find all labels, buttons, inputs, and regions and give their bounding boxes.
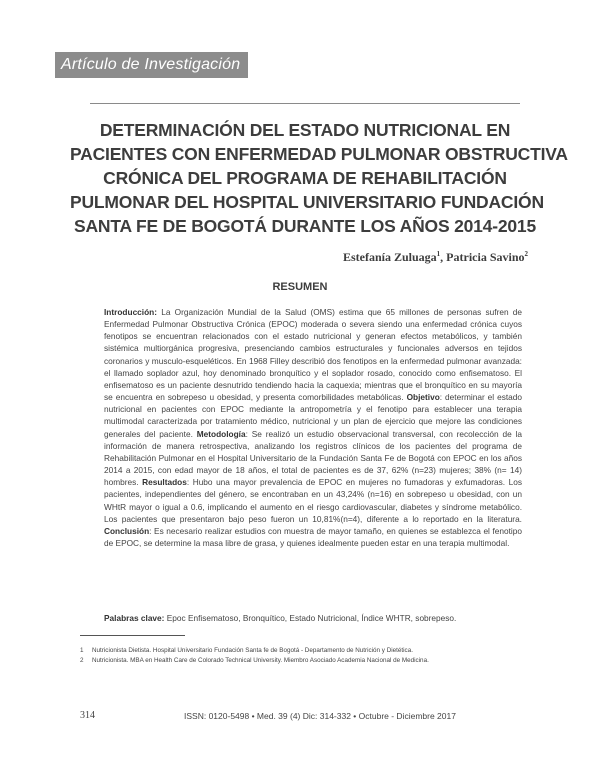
abstract-label-results: Resultados bbox=[142, 477, 187, 488]
abstract-text-results: : Hubo una mayor prevalencia de EPOC en mujeres no fumadoras y exfumadoras. Los pacientes, independientes del género, se encontraban en un 43,24% (n=16) en sobrepeso u obesidad, con un WHtR mayor o igual a 0.6, implicando el aumento en el riesgo cardiovascular, diabetes y síndrome metabólico. Los pacientes que presentaron bajo peso fueron un 10,81%(n=4), diferente a lo reportado en la literatura. bbox=[104, 477, 522, 524]
abstract-label-introduction: Introducción: bbox=[104, 307, 158, 317]
footnote bbox=[80, 646, 530, 656]
footnote-number: 1 bbox=[80, 647, 84, 654]
abstract-body bbox=[104, 306, 522, 549]
title-line: SANTA FE DE BOGOTÁ DURANTE LOS AÑOS 2014-2015 bbox=[74, 216, 536, 236]
top-rule bbox=[90, 103, 520, 104]
title-line: PULMONAR DEL HOSPITAL UNIVERSITARIO FUNDACIÓN bbox=[70, 192, 544, 212]
footnote bbox=[80, 656, 530, 666]
footnote-rule bbox=[80, 635, 185, 636]
title-line: DETERMINACIÓN DEL ESTADO NUTRICIONAL EN bbox=[99, 120, 511, 140]
footnotes bbox=[80, 646, 530, 665]
title-line: PACIENTES CON ENFERMEDAD PULMONAR OBSTRUCTIVA bbox=[70, 144, 568, 164]
keywords-text: Epoc Enfisematoso, Bronquítico, Estado Nutricional, Índice WHTR, sobrepeso. bbox=[164, 613, 457, 623]
keywords bbox=[104, 612, 522, 624]
author-name: Estefanía Zuluaga bbox=[342, 250, 437, 264]
abstract-label-method: Metodología bbox=[196, 428, 246, 439]
title-line: CRÓNICA DEL PROGRAMA DE REHABILITACIÓN bbox=[103, 168, 507, 188]
article-title bbox=[70, 118, 568, 238]
footnote-text: Nutricionista. MBA en Health Care de Colorado Technical University. Miembro Asociado Academia Nacional de Medicina. bbox=[92, 656, 429, 664]
abstract-text-method: : Se realizó un estudio observacional transversal, con recolección de la información de manera retrospectiva, analizando los registros clínicos de los pacientes del programa de Rehabilitación Pulmonar en el Hospital Universitario de la Fundación Santa Fe de Bogotá con EPOC en los años 2014 a 2015, con edad mayor de 18 años, el total de pacientes es de 37, 62% (n=23) mujeres; 38% (n= 14) hombres. bbox=[104, 428, 522, 488]
page-number: 314 bbox=[80, 710, 95, 721]
abstract-label-objective: Objetivo bbox=[406, 392, 440, 403]
section-tag: Artículo de Investigación bbox=[55, 52, 248, 78]
footnote-number: 2 bbox=[80, 656, 84, 664]
abstract-heading: RESUMEN bbox=[272, 281, 328, 293]
abstract-text-conclusion: : Es necesario realizar estudios con muestra de mayor tamaño, en quienes se establezca el fenotipo de EPOC, se determine la masa libre de grasa, y quienes idealmente pueden estar en una terapia multimodal. bbox=[104, 525, 522, 548]
abstract-text-objective: : determinar el estado nutricional en pacientes con EPOC mediante la antropometría y el fenotipo para establecer una terapia multimodal caracterizada por tratamiento médico, nutricional y un plan de ejercicio que mejore las condiciones generales del paciente. bbox=[104, 392, 522, 439]
footnote-text: Nutricionista Dietista. Hospital Universitario Fundación Santa fe de Bogotá - Departamento de Nutrición y Dietética. bbox=[92, 647, 413, 654]
journal-issn-line: ISSN: 0120-5498 • Med. 39 (4) Dic: 314-332 • Octubre - Diciembre 2017 bbox=[184, 711, 456, 721]
author-affiliation-mark: 1 bbox=[436, 250, 441, 258]
abstract-label-conclusion: Conclusión bbox=[104, 525, 150, 536]
abstract-text-introduction: La Organización Mundial de la Salud (OMS) estima que 65 millones de personas sufren de Enfermedad Pulmonar Obstructiva Crónica (EPOC) moderada o severa siendo una enfermedad crónica cuyos fenotipos se encuentran relacionados con el estado nutricional y generan efectos metabólicos, y también sistémica multiorgánica progresiva, presenciando cambios estructurales y funcionales adversos en tejidos coronarios y musculo-esqueléticos. En 1968 Filley describió dos fenotipos en la enfermedad pulmonar avanzada: el llamado soplador azul, hoy denominado bronquítico y el soplador rosado, conocido como enfisematoso. El enfisematoso es un paciente desnutrido tendiendo hacia la caquexia; mientras que el bronquítico en su mayoría se encuentra en sobrepeso u obesidad, y presenta comorbilidades metabólicas. bbox=[104, 307, 522, 403]
keywords-label: Palabras clave: bbox=[104, 613, 165, 623]
author-name: Patricia Savino bbox=[446, 250, 525, 264]
author-separator: , bbox=[440, 250, 447, 264]
authors bbox=[343, 250, 528, 265]
author-affiliation-mark: 2 bbox=[524, 250, 528, 258]
